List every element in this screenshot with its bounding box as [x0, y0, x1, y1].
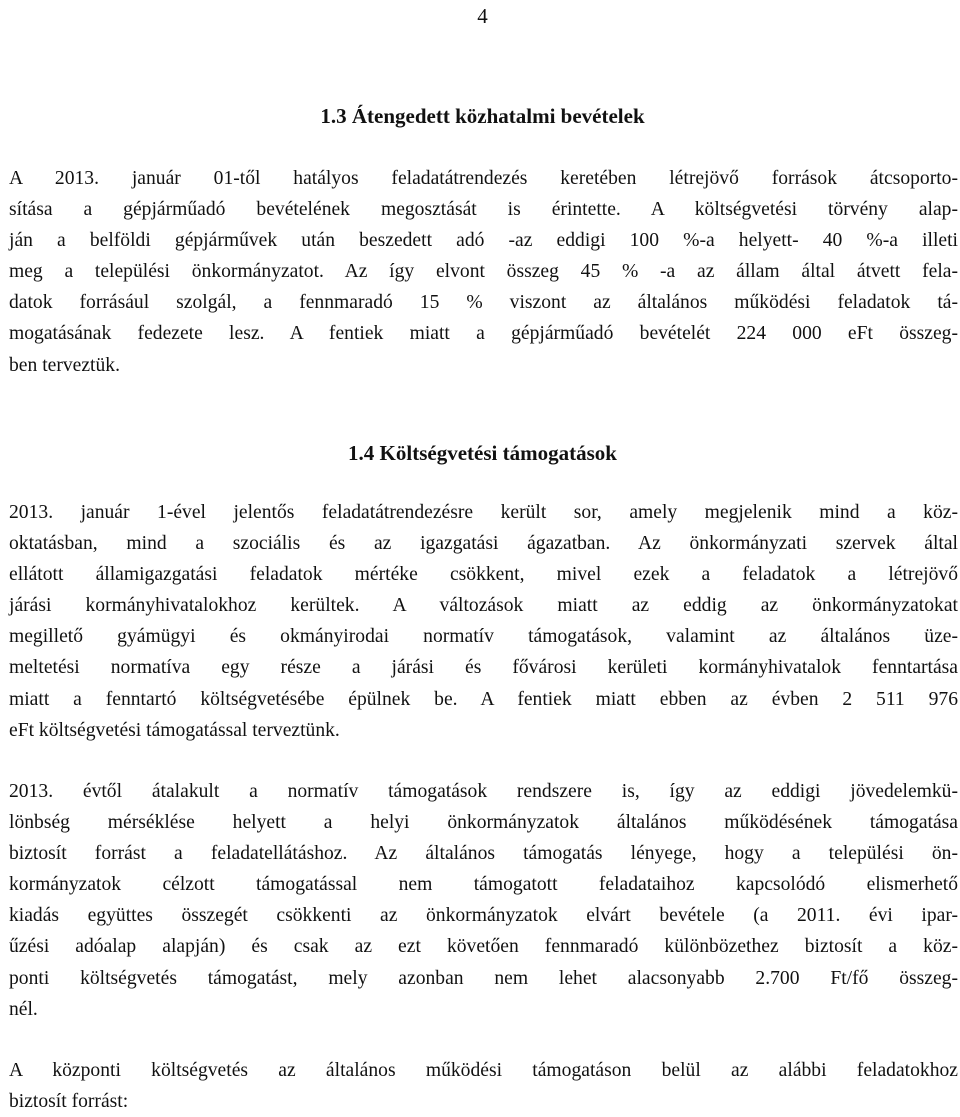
text-line: kiadás együttes összegét csökkenti az önkormányzatok elvárt bevétele (a 2011. évi ipar-	[9, 905, 958, 927]
text-line: biztosít forrást a feladatellátáshoz. Az általános támogatás lényege, hogy a települési ön-	[9, 843, 958, 865]
text-line: ponti költségvetés támogatást, mely azonban nem lehet alacsonyabb 2.700 Ft/fő összeg-	[9, 967, 958, 989]
paragraph-gepjarmuado	[9, 163, 958, 381]
text-line: meltetési normatíva egy része a járási és fővárosi kerületi kormányhivatalok fenntartása	[9, 657, 958, 679]
text-line: lönbség mérséklése helyett a helyi önkormányzatok általános működésének támogatása	[9, 812, 958, 834]
text-line: meg a települési önkormányzatot. Az így elvont összeg 45 % -a az állam által átvett fela-	[9, 261, 958, 283]
section-heading-1-3: 1.3 Átengedett közhatalmi bevételek	[320, 104, 645, 128]
text-line: mogatásának fedezete lesz. A fentiek miatt a gépjárműadó bevételét 224 000 eFt összeg-	[9, 323, 958, 345]
text-line: datok forrásául szolgál, a fennmaradó 15 % viszont az általános működési feladatok tá-	[9, 292, 958, 314]
text-line: eFt költségvetési támogatással terveztünk.	[9, 719, 340, 741]
text-line: nél.	[9, 998, 38, 1020]
text-line: biztosít forrást:	[9, 1091, 129, 1113]
text-line: 2013. január 1-ével jelentős feladatátrendezésre került sor, amely megjelenik mind a köz-	[9, 502, 958, 523]
text-line: ellátott államigazgatási feladatok mértéke csökkent, mivel ezek a feladatok a létrejövő	[9, 564, 958, 586]
text-line: sítása a gépjárműadó bevételének megosztását is érintette. A költségvetési törvény alap-	[9, 199, 958, 221]
section-heading-1-4: 1.4 Költségvetési támogatások	[348, 441, 617, 465]
text-line: A központi költségvetés az általános működési támogatáson belül az alábbi feladatokhoz	[9, 1060, 958, 1081]
paragraph-normativ-tamogatasok	[9, 776, 958, 1025]
paragraph-feladatatrendezes	[9, 497, 958, 746]
page-number: 4	[477, 4, 488, 28]
text-line: miatt a fenntartó költségvetésébe épülnek be. A fentiek miatt ebben az évben 2 511 976	[9, 688, 958, 710]
text-line: űzési adóalap alapján) és csak az ezt követően fennmaradó különbözethez biztosít a köz-	[9, 936, 958, 958]
text-line: oktatásban, mind a szociális és az igazgatási ágazatban. Az önkormányzati szervek által	[9, 533, 958, 555]
text-line: megillető gyámügyi és okmányirodai normatív támogatások, valamint az általános üze-	[9, 626, 958, 648]
paragraph-kozponti-koltsegvetes	[9, 1055, 958, 1117]
text-line: járási kormányhivatalokhoz kerültek. A változások miatt az eddig az önkormányzatokat	[9, 595, 958, 617]
text-line: kormányzatok célzott támogatással nem támogatott feladataihoz kapcsolódó elismerhető	[9, 874, 958, 896]
text-line: 2013. évtől átalakult a normatív támogatások rendszere is, így az eddigi jövedelemkü-	[9, 781, 958, 802]
text-line: A 2013. január 01-től hatályos feladatátrendezés keretében létrejövő források átcsoporto-	[9, 168, 958, 189]
text-line: ben terveztük.	[9, 354, 120, 376]
text-line: ján a belföldi gépjárművek után beszedett adó -az eddigi 100 %-a helyett- 40 %-a illeti	[9, 230, 958, 252]
